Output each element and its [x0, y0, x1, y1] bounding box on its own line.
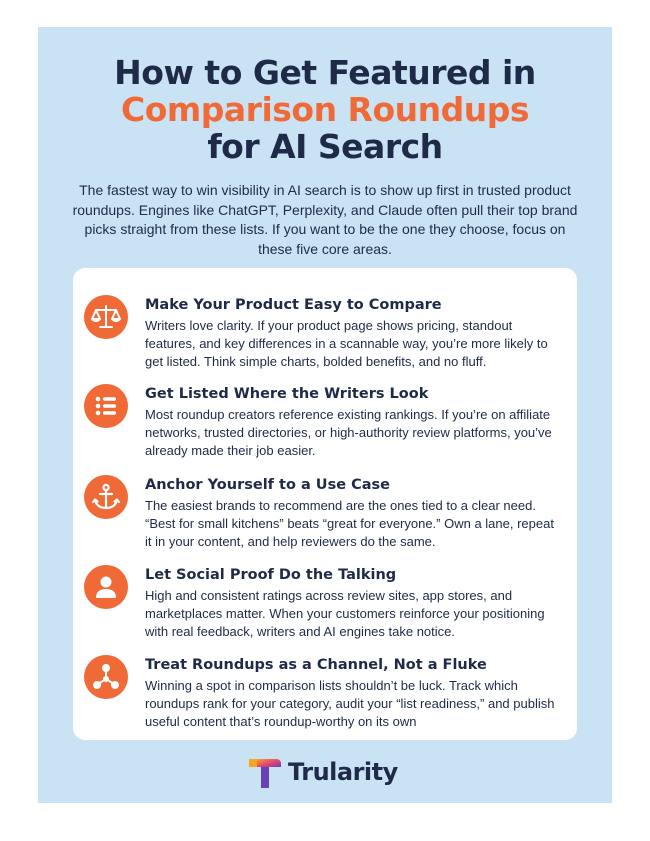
tip-title: Get Listed Where the Writers Look: [145, 386, 429, 402]
tip-item-social-proof: [73, 551, 577, 641]
scale-icon: [84, 295, 128, 339]
brand-name: Trularity: [288, 758, 398, 786]
list-icon: [84, 384, 128, 428]
anchor-icon: [84, 475, 128, 519]
tip-body: High and consistent ratings across review sites, app stores, and marketplaces matter. When your customers reinforce your positioning with real feedback, writers and AI engines take notice.: [145, 588, 545, 639]
trularity-logo-icon: [248, 756, 282, 790]
tip-item-compare: [73, 281, 577, 371]
user-icon: [84, 565, 128, 609]
tip-title: Treat Roundups as a Channel, Not a Fluke: [145, 657, 487, 673]
title-line-2: Comparison Roundups: [121, 90, 529, 129]
tip-body: Writers love clarity. If your product page shows pricing, standout features, and key differences in a scannable way, you’re more likely to get listed. Think simple charts, bolded benefits, and no fluff.: [145, 318, 548, 369]
tip-body: Winning a spot in comparison lists shouldn’t be luck. Track which roundups rank for your category, audit your “list readiness,” and publish useful content that’s roundup-worthy on its own: [145, 678, 555, 729]
intro-paragraph: The fastest way to win visibility in AI search is to show up first in trusted product roundups. Engines like ChatGPT, Perplexity, and Claude often pull their top brand picks straight from these lists. If you want to be the one they choose, focus on these five core areas.: [72, 182, 578, 257]
tip-item-listed: [73, 370, 577, 460]
tip-body: Most roundup creators reference existing rankings. If you’re on affiliate networks, trusted directories, or high-authority review platforms, you’ve already made their job easier.: [145, 407, 552, 458]
tip-body: The easiest brands to recommend are the ones tied to a clear need. “Best for small kitchens” beats “great for everyone.” Own a lane, repeat it in your content, and help reviewers do the same.: [145, 498, 554, 549]
brand-logo: [248, 756, 408, 792]
tip-item-use-case: [73, 461, 577, 551]
network-icon: [84, 655, 128, 699]
tip-title: Make Your Product Easy to Compare: [145, 297, 442, 313]
tip-title: Anchor Yourself to a Use Case: [145, 477, 390, 493]
tip-title: Let Social Proof Do the Talking: [145, 567, 397, 583]
tips-card: [73, 268, 577, 740]
title-line-3: for AI Search: [207, 127, 443, 166]
title-line-1: How to Get Featured in: [114, 53, 536, 92]
tip-item-channel: [73, 641, 577, 731]
